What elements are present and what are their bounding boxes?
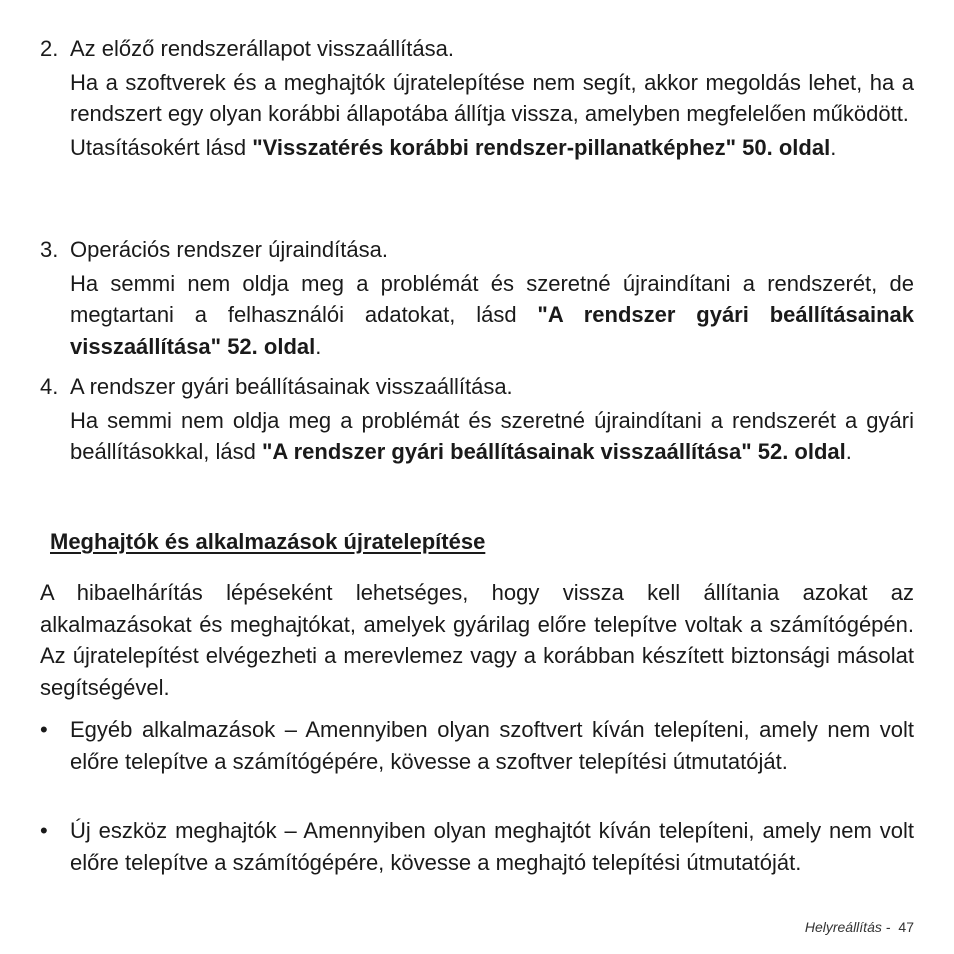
bullet-item bbox=[40, 815, 914, 878]
intro-text: A hibaelhárítás lépéseként lehetséges, hogy vissza kell állítania azokat az alkalmazásokat és meghajtókat, amelyek gyárilag előre telepítve voltak a számítógépén. Az újratelepítést elvégezheti a merevlemez vagy a korábban készített biztonsági másolat segítségével. bbox=[40, 580, 914, 700]
numbered-item-3 bbox=[40, 234, 914, 362]
reference-suffix: . bbox=[845, 439, 852, 464]
numbered-item-2 bbox=[40, 33, 914, 163]
reference-prefix: Utasításokért lásd bbox=[70, 134, 253, 160]
numbered-item-4 bbox=[40, 371, 914, 468]
item-title: Operációs rendszer újraindítása. bbox=[70, 237, 388, 262]
item-number: 2. bbox=[40, 36, 59, 61]
reference-suffix: . bbox=[830, 134, 837, 160]
page-number: 47 bbox=[898, 919, 914, 935]
reference-link: "A rendszer gyári beállításainak visszaállítása" 52. oldal bbox=[262, 439, 846, 464]
section-intro bbox=[40, 577, 914, 703]
section-heading: Meghajtók és alkalmazások újratelepítése bbox=[50, 529, 486, 554]
item-reference bbox=[70, 132, 914, 164]
bullet-marker: • bbox=[40, 818, 48, 843]
reference-link: "A rendszer gyári beállításainak visszaállítása" 52. oldal bbox=[70, 302, 914, 359]
bullet-text: Egyéb alkalmazások – Amennyiben olyan szoftvert kíván telepíteni, amely nem volt előre telepítve a számítógépére, kövesse a szoftver telepítési útmutatóját. bbox=[70, 717, 914, 774]
item-text: Ha a szoftverek és a meghajtók újratelepítése nem segít, akkor megoldás lehet, ha a rendszert egy olyan korábbi állapotába állítja vissza, amelyben megfelelően működött. bbox=[70, 69, 914, 126]
bullet-item bbox=[40, 714, 914, 777]
footer-section-name: Helyreállítás - bbox=[804, 919, 891, 935]
bullet-marker: • bbox=[40, 717, 48, 742]
reference-link: "Visszatérés korábbi rendszer-pillanatképhez" 50. oldal bbox=[252, 134, 831, 160]
page-footer bbox=[805, 918, 914, 936]
reference-suffix: . bbox=[315, 333, 322, 359]
item-text bbox=[70, 268, 914, 363]
item-title: Az előző rendszerállapot visszaállítása. bbox=[70, 36, 454, 61]
item-text bbox=[70, 405, 914, 468]
item-number: 3. bbox=[40, 237, 59, 262]
bullet-text: Új eszköz meghajtók – Amennyiben olyan meghajtót kíván telepíteni, amely nem volt előre telepítve a számítógépére, kövesse a meghajtó telepítési útmutatóját. bbox=[70, 818, 914, 875]
item-number: 4. bbox=[40, 374, 59, 399]
item-text-prefix: Ha semmi nem oldja meg a problémát és szeretné újraindítani a rendszerét a gyári beállításokkal, lásd bbox=[70, 407, 914, 464]
item-title: A rendszer gyári beállításainak visszaállítása. bbox=[70, 374, 513, 399]
item-text-prefix: Ha semmi nem oldja meg a problémát és szeretné újraindítani a rendszerét, de megtartani a felhasználói adatokat, lásd bbox=[70, 270, 914, 327]
